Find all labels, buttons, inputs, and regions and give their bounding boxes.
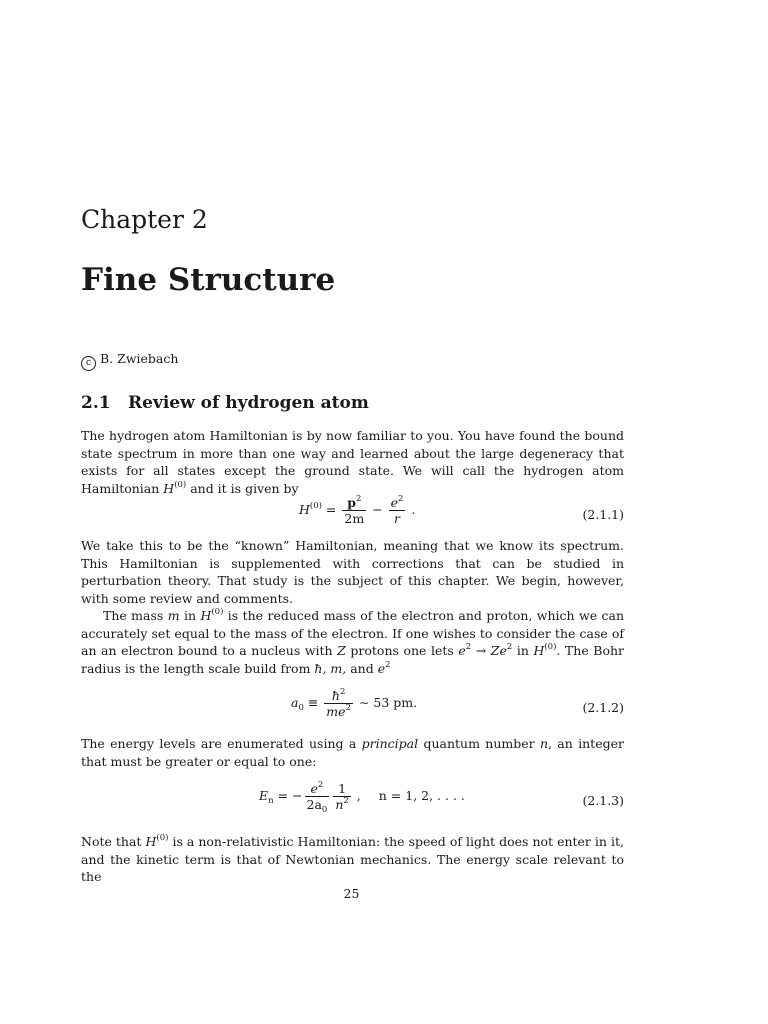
paragraph-energy-levels: The energy levels are enumerated using a principal quantum number n, an integer that must be greater or equal to one: <box>81 736 624 769</box>
equation-2-1-2: $a_0$ ≡ $\frac{ħ^2}{me^2}$ ∼ 53 pm. (2.1.2) <box>291 687 624 719</box>
chapter-label: Chapter 2 <box>81 205 208 234</box>
copyright-author: B. Zwiebach <box>100 351 179 366</box>
section-number: 2.1 <box>81 393 111 413</box>
page-number: 25 <box>343 886 360 901</box>
section-title: Review of hydrogen atom <box>128 393 369 413</box>
copyright-line <box>81 351 178 371</box>
equation-2-1-3: $E_n$ = − $\frac{e^2}{2a_0}$ $\frac{1}{n^2}$ , n = 1, 2, . . . . (2.1.3) <box>259 780 624 815</box>
equation-number: (2.1.3) <box>582 793 624 808</box>
paragraph-reduced-mass: The mass m in $H^{(0)}$ is the reduced mass of the electron and proton, which we can accurately set equal to the mass of the electron. If one wishes to consider the case of an an electron bound to a nucleus with Z protons one lets $e^2 \to Ze^2$ in $H^{(0)}$. The Bohr radius is the length scale build from ħ, m, and $e^2$ <box>81 607 625 676</box>
copyright-symbol: c <box>81 356 96 371</box>
chapter-title: Fine Structure <box>81 262 336 298</box>
paragraph-known-hamiltonian: We take this to be the “known” Hamiltonian, meaning that we know its spectrum. This Hamiltonian is supplemented with corrections that can be studied in perturbation theory. That study is the subject of this chapter. We begin, however, with some review and comments. <box>81 538 624 606</box>
paragraph-non-relativistic: Note that $H^{(0)}$ is a non-relativistic Hamiltonian: the speed of light does not enter in it, and the kinetic term is that of Newtonian mechanics. The energy scale relevant to the <box>81 833 624 884</box>
paragraph-intro: The hydrogen atom Hamiltonian is by now familiar to you. You have found the bound state spectrum in more than one way and learned about the large degeneracy that exists for all states except the ground state. We will call the hydrogen atom Hamiltonian $H^{(0)}$ and it is given by <box>81 428 624 496</box>
equation-2-1-1: $H^{(0)}$ = $\frac{p^2}{2m}$ − $\frac{e^2}{r}$ . (2.1.1) <box>299 494 624 526</box>
section-heading <box>81 393 369 413</box>
equation-number: (2.1.1) <box>582 507 624 522</box>
equation-number: (2.1.2) <box>582 700 624 715</box>
